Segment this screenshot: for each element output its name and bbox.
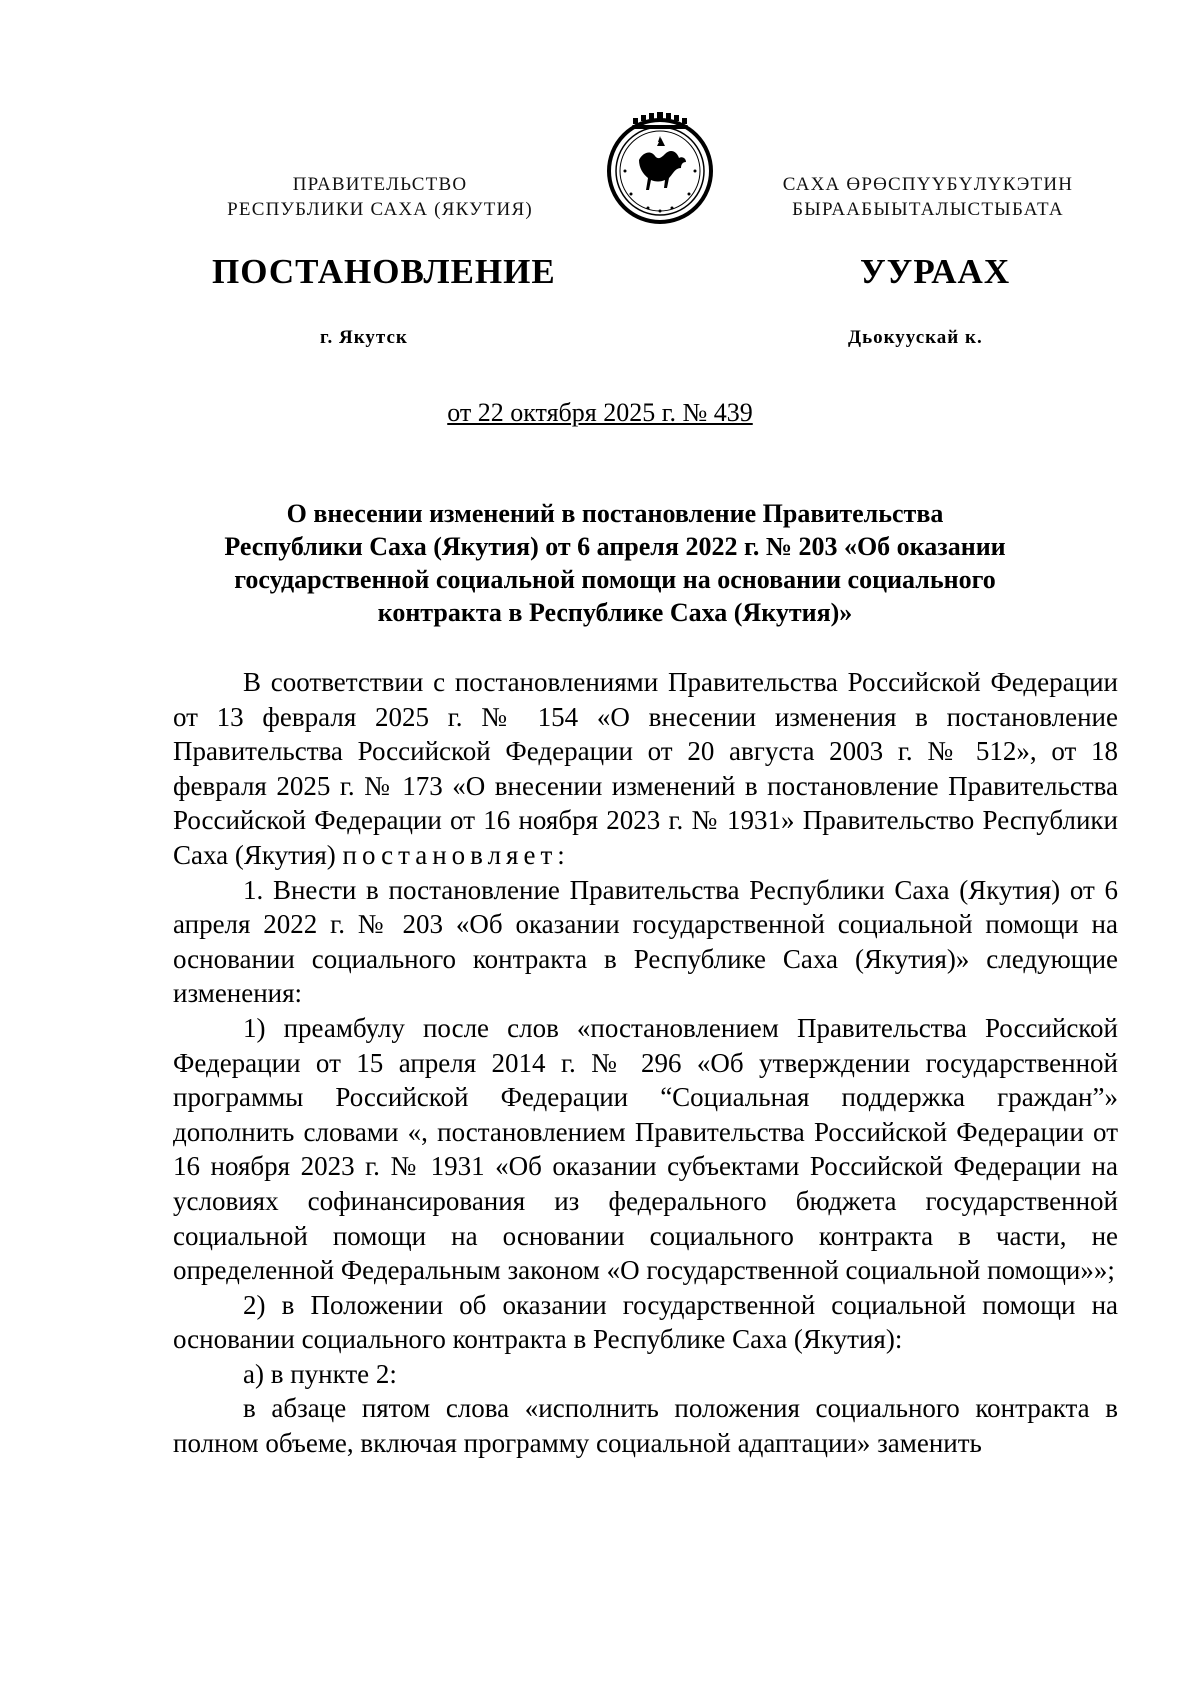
coat-of-arms-icon [603, 112, 717, 226]
document-title-line3: государственной социальной помощи на основании социального [234, 565, 996, 594]
government-name-sah [748, 172, 1108, 222]
paragraph-subitem-1: 1) преамбулу после слов «постановлением Правительства Российской Федерации от 15 апреля 2014 г. № 296 «Об утверждении государственной программы Российской Федерации “Социальная поддержка граждан”» дополнить словами «, постановлением Правительства Российской Федерации от 16 ноября 2023 г. № 1931 «Об оказании субъектами Российской Федерации на условиях софинансирования из федерального бюджета государственной социальной помощи на основании социального контракта в части, не определенной Федеральным законом «О государственной социальной помощи»»; [173, 1012, 1118, 1286]
government-name-ru-line2: РЕСПУБЛИКИ САХА (ЯКУТИЯ) [227, 199, 533, 220]
paragraph-item-1: 1. Внести в постановление Правительства Республики Саха (Якутия) от 6 апреля 2022 г. № 203 «Об оказании государственной социальной помощи на основании социального контракта в Республике Саха (Якутия)» следующие изменения: [173, 874, 1118, 1009]
paragraph-subitem-a: а) в пункте 2: [243, 1358, 397, 1389]
paragraph-preamble [173, 665, 1118, 873]
place-sah: Дьокуускай к. [848, 327, 983, 348]
paragraph-abzac-5: в абзаце пятом слова «исполнить положения социального контракта в полном объеме, включая программу социальной адаптации» заменить [173, 1393, 1118, 1459]
document-type-ru: ПОСТАНОВЛЕНИЕ [212, 252, 556, 291]
government-name-ru [190, 172, 570, 222]
document-title-line4: контракта в Республике Саха (Якутия)» [377, 598, 853, 627]
government-name-ru-line1: ПРАВИТЕЛЬСТВО [292, 174, 468, 195]
document-title-line1: О внесении изменений в постановление Правительства [286, 499, 944, 528]
document-date-number: от 22 октября 2025 г. № 439 [447, 398, 753, 427]
document-title-line2: Республики Саха (Якутия) от 6 апреля 2022 г. № 203 «Об оказании [224, 532, 1006, 561]
document-body [173, 665, 1118, 1461]
paragraph-subitem-2: 2) в Положении об оказании государственной социальной помощи на основании социального контракта в Республике Саха (Якутия): [173, 1289, 1118, 1355]
place-ru: г. Якутск [320, 327, 408, 348]
government-name-sah-line1: САХА ӨРӨСПҮҮБҮЛҮКЭТИН [782, 174, 1074, 195]
document-title [190, 497, 1040, 629]
resolves-word: постановляет: [342, 839, 570, 870]
government-name-sah-line2: БЫРААБЫЫТАЛЫСТЫБАТА [792, 199, 1064, 220]
document-type-sah: УУРААХ [860, 252, 1011, 291]
paragraph-preamble-text: В соответствии с постановлениями Правительства Российской Федерации от 13 февраля 2025 г. № 154 «О внесении изменения в постановление Правительства Российской Федерации от 20 августа 2003 г. № 512», от 18 февраля 2025 г. № 173 «О внесении изменений в постановление Правительства Российской Федерации от 16 ноября 2023 г. № 1931» Правительство Республики Саха (Якутия) [173, 667, 1118, 870]
